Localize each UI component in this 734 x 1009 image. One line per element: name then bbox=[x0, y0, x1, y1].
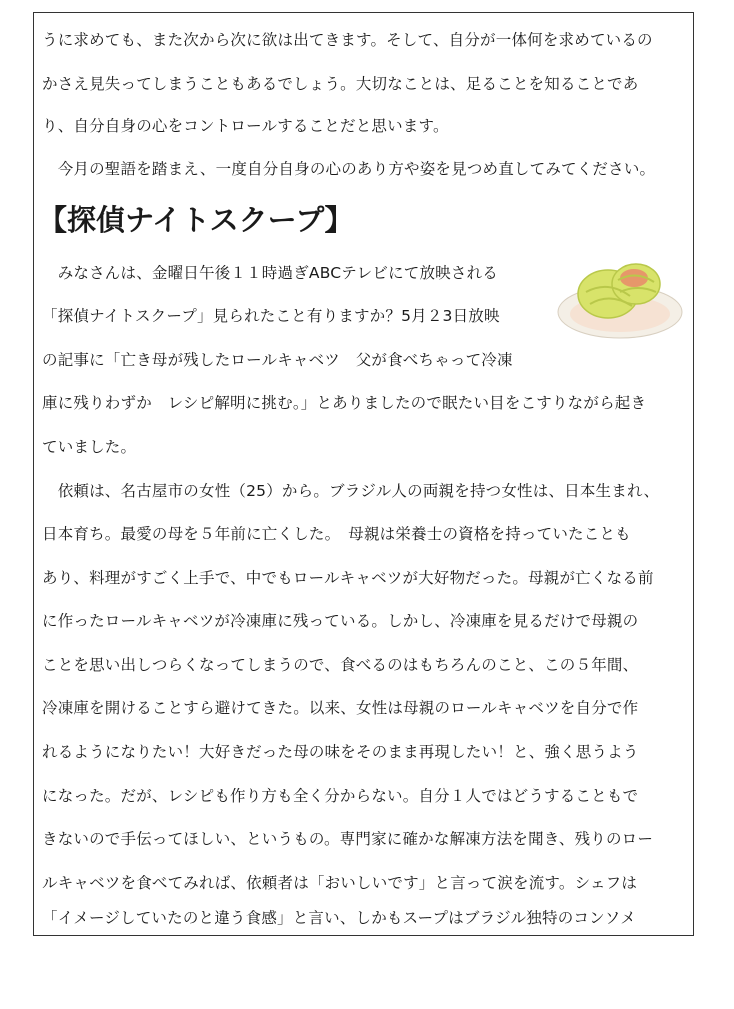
section-heading: 【探偵ナイトスクープ】 bbox=[38, 203, 354, 237]
body-line-2: 「探偵ナイトスクープ」見られたこと有りますか？5月２3日放映 bbox=[42, 307, 500, 325]
body-line-8: あり、料理がすごく上手で、中でもロールキャベツが大好物だった。母親が亡くなる前 bbox=[42, 569, 654, 587]
body-line-10: ことを思い出しつらくなってしまうので、食べるのはもちろんのこと、この５年間、 bbox=[42, 656, 639, 674]
body-line-16: 「イメージしていたのと違う食感」と言い、しかもスープはブラジル独特のコンソメ bbox=[42, 909, 636, 927]
body-line-1: みなさんは、金曜日午後１１時過ぎABCテレビにて放映される bbox=[42, 264, 498, 282]
intro-line-4: 今月の聖語を踏まえ、一度自分自身の心のあり方や姿を見つめ直してみてください。 bbox=[42, 160, 656, 178]
intro-line-1: うに求めても、また次から次に欲は出てきます。そして、自分が一体何を求めているの bbox=[42, 31, 653, 49]
cabbage-roll-illustration bbox=[556, 252, 684, 342]
body-line-14: きないので手伝ってほしい、というもの。専門家に確かな解凍方法を聞き、残りのロー bbox=[42, 830, 654, 848]
intro-line-3: り、自分自身の心をコントロールすることだと思います。 bbox=[42, 117, 449, 135]
body-line-5: ていました。 bbox=[42, 438, 137, 456]
body-line-4: 庫に残りわずか レシピ解明に挑む。」とありましたので眠たい目をこすりながら起き bbox=[42, 394, 647, 412]
body-line-3: の記事に「亡き母が残したロールキャベツ 父が食べちゃって冷凍 bbox=[42, 351, 513, 369]
body-line-6: 依頼は、名古屋市の女性（25）から。ブラジル人の両親を持つ女性は、日本生まれ、 bbox=[42, 482, 660, 500]
body-line-9: に作ったロールキャベツが冷凍庫に残っている。しかし、冷凍庫を見るだけで母親の bbox=[42, 612, 639, 630]
body-line-12: れるようになりたい！大好きだった母の味をそのまま再現したい！と、強く思うよう bbox=[42, 743, 639, 761]
intro-line-2: かさえ見失ってしまうこともあるでしょう。大切なことは、足ることを知ることであ bbox=[42, 75, 639, 93]
body-line-11: 冷凍庫を開けることすら避けてきた。以来、女性は母親のロールキャベツを自分で作 bbox=[42, 699, 639, 717]
body-line-15: ルキャベツを食べてみれば、依頼者は「おいしいです」と言って涙を流す。シェフは bbox=[42, 874, 638, 892]
body-line-7: 日本育ち。最愛の母を５年前に亡くした。 母親は栄養士の資格を持っていたことも bbox=[42, 525, 631, 543]
body-line-13: になった。だが、レシピも作り方も全く分からない。自分１人ではどうすることもで bbox=[42, 787, 639, 805]
